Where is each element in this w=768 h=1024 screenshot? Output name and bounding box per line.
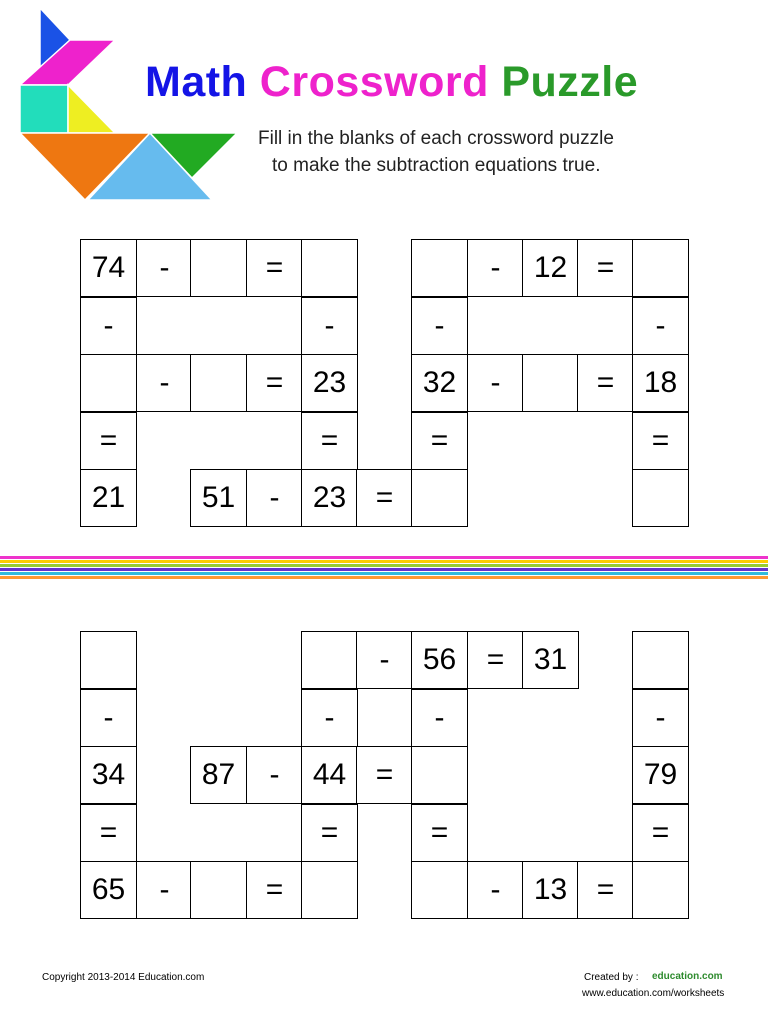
number-cell: 23 xyxy=(301,354,358,412)
equals-sign-cell: = xyxy=(467,631,524,689)
minus-sign-cell: - xyxy=(467,861,524,919)
blank-answer-cell[interactable] xyxy=(632,861,689,919)
equals-sign-cell: = xyxy=(80,412,137,470)
minus-sign-cell: - xyxy=(411,689,468,747)
equals-sign-cell: = xyxy=(577,239,634,297)
equals-sign-cell: = xyxy=(577,861,634,919)
divider-stripe-cyan xyxy=(0,572,768,575)
divider-stripe-yellow xyxy=(0,560,768,563)
minus-sign-cell: - xyxy=(301,297,358,355)
minus-sign-cell: - xyxy=(246,746,303,804)
number-cell: 44 xyxy=(301,746,358,804)
title-word-crossword: Crossword xyxy=(259,58,489,106)
equals-sign-cell: = xyxy=(577,354,634,412)
equals-sign-cell: = xyxy=(301,804,358,862)
minus-sign-cell: - xyxy=(467,239,524,297)
number-cell: 87 xyxy=(190,746,247,804)
minus-sign-cell: - xyxy=(246,469,303,527)
copyright-text: Copyright 2013-2014 Education.com xyxy=(42,972,205,983)
equals-sign-cell: = xyxy=(246,354,303,412)
number-cell: 79 xyxy=(632,746,689,804)
number-cell: 23 xyxy=(301,469,358,527)
education-logo: education.com xyxy=(652,971,723,982)
minus-sign-cell: - xyxy=(632,297,689,355)
equals-sign-cell: = xyxy=(356,746,413,804)
equals-sign-cell: = xyxy=(411,804,468,862)
equals-sign-cell: = xyxy=(632,804,689,862)
number-cell: 18 xyxy=(632,354,689,412)
blank-answer-cell[interactable] xyxy=(80,631,137,689)
minus-sign-cell: - xyxy=(80,297,137,355)
divider-stripe-pink xyxy=(0,556,768,559)
equals-sign-cell: = xyxy=(80,804,137,862)
minus-sign-cell: - xyxy=(136,239,193,297)
equals-sign-cell: = xyxy=(356,469,413,527)
minus-sign-cell: - xyxy=(356,631,413,689)
blank-answer-cell[interactable] xyxy=(301,861,358,919)
rainbow-divider xyxy=(0,556,768,582)
number-cell: 12 xyxy=(522,239,579,297)
equals-sign-cell: = xyxy=(632,412,689,470)
number-cell: 74 xyxy=(80,239,137,297)
blank-answer-cell[interactable] xyxy=(301,631,358,689)
blank-answer-cell[interactable] xyxy=(411,861,468,919)
minus-sign-cell: - xyxy=(632,689,689,747)
minus-sign-cell: - xyxy=(301,689,358,747)
number-cell: 34 xyxy=(80,746,137,804)
minus-sign-cell: - xyxy=(136,354,193,412)
equals-sign-cell: = xyxy=(246,239,303,297)
divider-stripe-green xyxy=(0,564,768,567)
number-cell: 51 xyxy=(190,469,247,527)
number-cell: 21 xyxy=(80,469,137,527)
number-cell: 65 xyxy=(80,861,137,919)
instructions-line-2: to make the subtraction equations true. xyxy=(272,155,601,176)
minus-sign-cell: - xyxy=(80,689,137,747)
equals-sign-cell: = xyxy=(246,861,303,919)
blank-answer-cell[interactable] xyxy=(632,631,689,689)
title-word-math: Math xyxy=(145,58,248,106)
number-cell: 56 xyxy=(411,631,468,689)
number-cell: 31 xyxy=(522,631,579,689)
equals-sign-cell: = xyxy=(301,412,358,470)
number-cell: 13 xyxy=(522,861,579,919)
blank-answer-cell[interactable] xyxy=(190,861,247,919)
minus-sign-cell: - xyxy=(136,861,193,919)
number-cell: 32 xyxy=(411,354,468,412)
minus-sign-cell: - xyxy=(467,354,524,412)
minus-sign-cell: - xyxy=(411,297,468,355)
instructions-line-1: Fill in the blanks of each crossword puzzle xyxy=(258,128,614,149)
title-word-puzzle: Puzzle xyxy=(501,58,639,106)
created-by-label: Created by : xyxy=(584,972,639,983)
equals-sign-cell: = xyxy=(411,412,468,470)
website-link[interactable]: www.education.com/worksheets xyxy=(582,988,725,999)
divider-stripe-purple xyxy=(0,568,768,571)
divider-stripe-orange xyxy=(0,576,768,579)
blank-answer-cell[interactable] xyxy=(411,746,468,804)
